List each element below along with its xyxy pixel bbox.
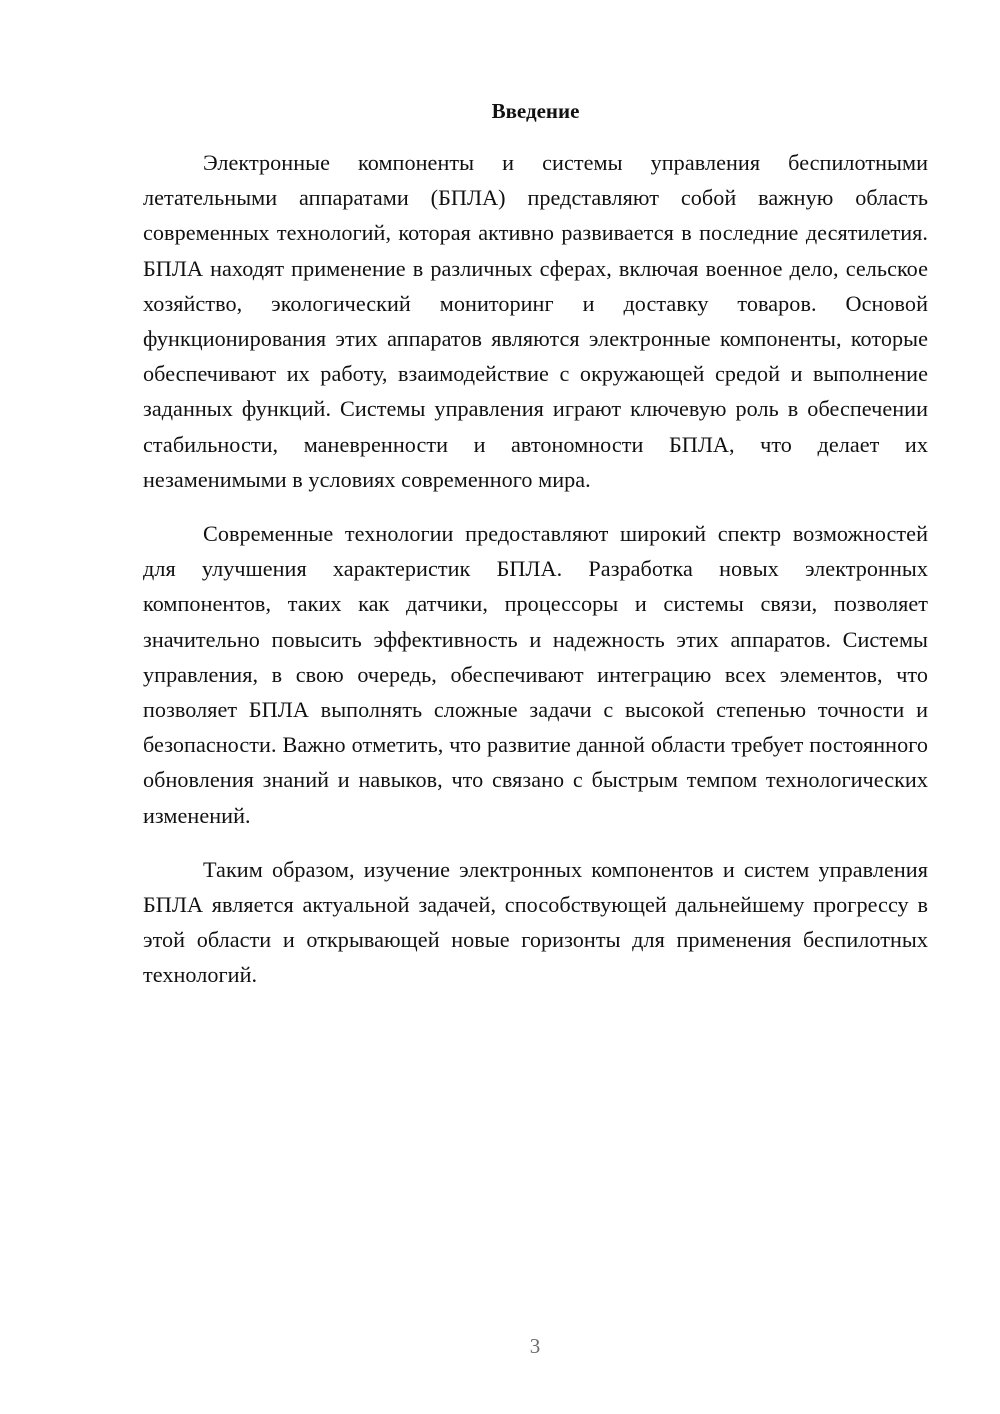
paragraph-3: Таким образом, изучение электронных компонентов и систем управления БПЛА является актуальной задачей, способствующей дальнейшему прогрессу в этой области и открывающей новые горизонты для применения беспилотных технологий. bbox=[143, 856, 928, 988]
page-number: 3 bbox=[529, 1334, 541, 1358]
paragraph-2: Современные технологии предоставляют широкий спектр возможностей для улучшения характеристик БПЛА. Разработка новых электронных компонентов, таких как датчики, процессоры и системы связи, позволяет значительно повысить эффективность и надежность этих аппаратов. Системы управления, в свою очередь, обеспечивают интеграцию всех элементов, что позволяет БПЛА выполнять сложные задачи с высокой степенью точности и безопасности. Важно отметить, что развитие данной области требует постоянного обновления знаний и навыков, что связано с быстрым темпом технологических изменений. bbox=[143, 521, 928, 828]
section-heading: Введение bbox=[491, 99, 580, 123]
paragraph-1: Электронные компоненты и системы управления беспилотными летательными аппаратами (БПЛА) представляют собой важную область современных технологий, которая активно развивается в последние десятилетия. БПЛА находят применение в различных сферах, включая военное дело, сельское хозяйство, экологический мониторинг и доставку товаров. Основой функционирования этих аппаратов являются электронные компоненты, которые обеспечивают их работу, взаимодействие с окружающей средой и выполнение заданных функций. Системы управления играют ключевую роль в обеспечении стабильности, маневренности и автономности БПЛА, что делает их незаменимыми в условиях современного мира. bbox=[143, 150, 928, 492]
page-content bbox=[143, 94, 928, 1012]
